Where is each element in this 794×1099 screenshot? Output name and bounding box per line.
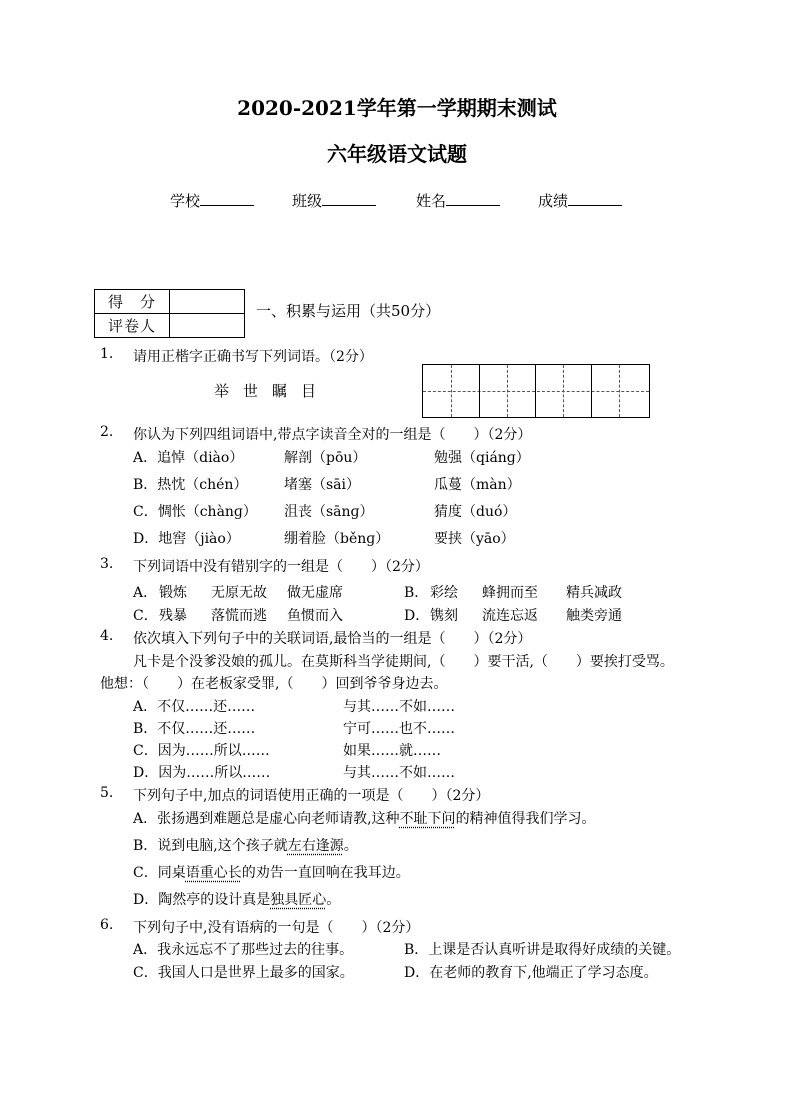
q3-option-a-word-3: 做无虚席 — [287, 585, 343, 601]
q4-passage-line-2: 他想：（ ）在老板家受罪,（ ）回到爷爷身边去。 — [100, 676, 448, 692]
name-field[interactable] — [416, 189, 500, 211]
exam-title: 2020-2021学年第一学期期末测试 — [237, 96, 557, 120]
exam-subtitle: 六年级语文试题 — [327, 142, 467, 166]
q2-option-b-2: 堵塞（sāi） — [284, 477, 361, 493]
grader-label: 评卷人 — [95, 314, 170, 338]
q3-option-a-word-2: 无原无故 — [211, 585, 267, 601]
q2-option-c-1: C．惆怅（chànɡ） — [133, 504, 257, 520]
name-blank[interactable] — [446, 189, 500, 206]
q2-option-d-2: 绷着脸（běnɡ） — [284, 531, 390, 547]
dotted-word: 左右逢源 — [287, 838, 344, 854]
q4-passage-line-1: 凡卡是个没爹没娘的孤儿。在莫斯科当学徒期间,（ ）要干活,（ ）要挨打受骂。 — [133, 654, 674, 670]
q5-number: 5. — [100, 785, 114, 801]
q3-option-c-word-2: 落慌而逃 — [211, 608, 267, 624]
q2-option-a-2: 解剖（pōu） — [284, 450, 367, 466]
q3-option-b-label: B． — [404, 585, 429, 601]
q5-option-a: A．张扬遇到难题总是虚心向老师请教,这种不耻下问的精神值得我们学习。 — [133, 811, 596, 827]
q4-option-c-2: 如果……就…… — [343, 743, 441, 759]
q6-number: 6. — [100, 917, 114, 933]
q3-text: 下列词语中没有错别字的一组是（ ）（2分） — [133, 559, 429, 575]
q3-option-c-label: C． — [133, 608, 158, 624]
q6-text: 下列句子中,没有语病的一句是（ ）（2分） — [133, 920, 420, 936]
q2-option-c-2: 沮丧（sānɡ） — [284, 504, 374, 520]
q3-option-d-word-2: 流连忘返 — [482, 608, 538, 624]
name-label: 姓名 — [416, 192, 447, 210]
score-box — [94, 289, 245, 338]
q2-option-d-1: D．地窖（jiào） — [133, 531, 240, 547]
q4-option-d-2: 与其……不如…… — [343, 765, 455, 781]
q2-number: 2. — [100, 424, 114, 440]
q2-option-a-3: 勉强（qiánɡ） — [434, 450, 530, 466]
q3-option-c-word-1: 残暴 — [159, 608, 187, 624]
q3-number: 3. — [100, 556, 114, 572]
writing-grid[interactable] — [422, 364, 650, 418]
q4-option-a-2: 与其……不如…… — [343, 699, 455, 715]
section-title: 一、积累与运用（共50分） — [256, 302, 441, 320]
q2-option-d-3: 要挟（yāo） — [434, 531, 515, 547]
q5-option-c: C．同桌语重心长的劝告一直回响在我耳边。 — [133, 865, 410, 881]
school-field[interactable] — [170, 189, 254, 211]
q4-option-b-1: B．不仅……还…… — [133, 721, 256, 737]
q3-option-c-word-3: 鱼惯而入 — [287, 608, 343, 624]
q3-option-b-word-1: 彩绘 — [430, 585, 458, 601]
q4-option-b-2: 宁可……也不…… — [343, 721, 455, 737]
q3-option-d-word-1: 镌刻 — [430, 608, 458, 624]
dotted-word: 独具匠心 — [270, 892, 327, 908]
q1-number: 1. — [100, 346, 114, 362]
q3-option-d-label: D． — [404, 608, 430, 624]
q3-option-a-label: A． — [133, 585, 158, 601]
q3-option-b-word-3: 精兵减政 — [566, 585, 622, 601]
q6-option-a: A．我永远忘不了那些过去的往事。 — [133, 942, 354, 958]
class-label: 班级 — [292, 192, 323, 210]
q3-option-a-word-1: 锻炼 — [159, 585, 187, 601]
q6-option-d: D．在老师的教育下,他端正了学习态度。 — [404, 965, 658, 981]
school-blank[interactable] — [200, 189, 254, 206]
q4-text: 依次填入下列句子中的关联词语,最恰当的一组是（ ）（2分） — [133, 631, 532, 647]
score-blank[interactable] — [568, 189, 622, 206]
q4-number: 4. — [100, 628, 114, 644]
q5-text: 下列句子中,加点的词语使用正确的一项是（ ）（2分） — [133, 788, 490, 804]
q4-option-a-1: A．不仅……还…… — [133, 699, 256, 715]
score-box-value[interactable] — [170, 290, 245, 314]
q2-option-b-1: B．热忱（chén） — [133, 477, 248, 493]
score-label: 成绩 — [538, 192, 569, 210]
class-field[interactable] — [292, 189, 376, 211]
q2-text: 你认为下列四组词语中,带点字读音全对的一组是（ ）（2分） — [133, 427, 532, 443]
q2-option-b-3: 瓜蔓（màn） — [434, 477, 521, 493]
q3-option-d-word-3: 触类旁通 — [566, 608, 622, 624]
q1-text: 请用正楷字正确书写下列词语。（2分） — [133, 349, 373, 365]
q6-option-b: B．上课是否认真听讲是取得好成绩的关键。 — [404, 942, 681, 958]
q1-word: 举世瞩目 — [214, 382, 331, 400]
dotted-word: 语重心长 — [185, 865, 242, 881]
q2-option-a-1: A．追悼（diào） — [133, 450, 244, 466]
q3-option-b-word-2: 蜂拥而至 — [482, 585, 538, 601]
q5-option-b: B．说到电脑,这个孩子就左右逢源。 — [133, 838, 358, 854]
q4-option-c-1: C．因为……所以…… — [133, 743, 270, 759]
class-blank[interactable] — [322, 189, 376, 206]
q6-option-c: C．我国人口是世界上最多的国家。 — [133, 965, 354, 981]
q2-option-c-3: 猜度（duó） — [434, 504, 517, 520]
score-field[interactable] — [538, 189, 622, 211]
dotted-word: 不耻下问 — [399, 811, 456, 827]
score-box-label: 得 分 — [95, 290, 170, 314]
school-label: 学校 — [170, 192, 201, 210]
q4-option-d-1: D．因为……所以…… — [133, 765, 271, 781]
q5-option-d: D．陶然亭的设计真是独具匠心。 — [133, 892, 341, 908]
grader-value[interactable] — [170, 314, 245, 338]
